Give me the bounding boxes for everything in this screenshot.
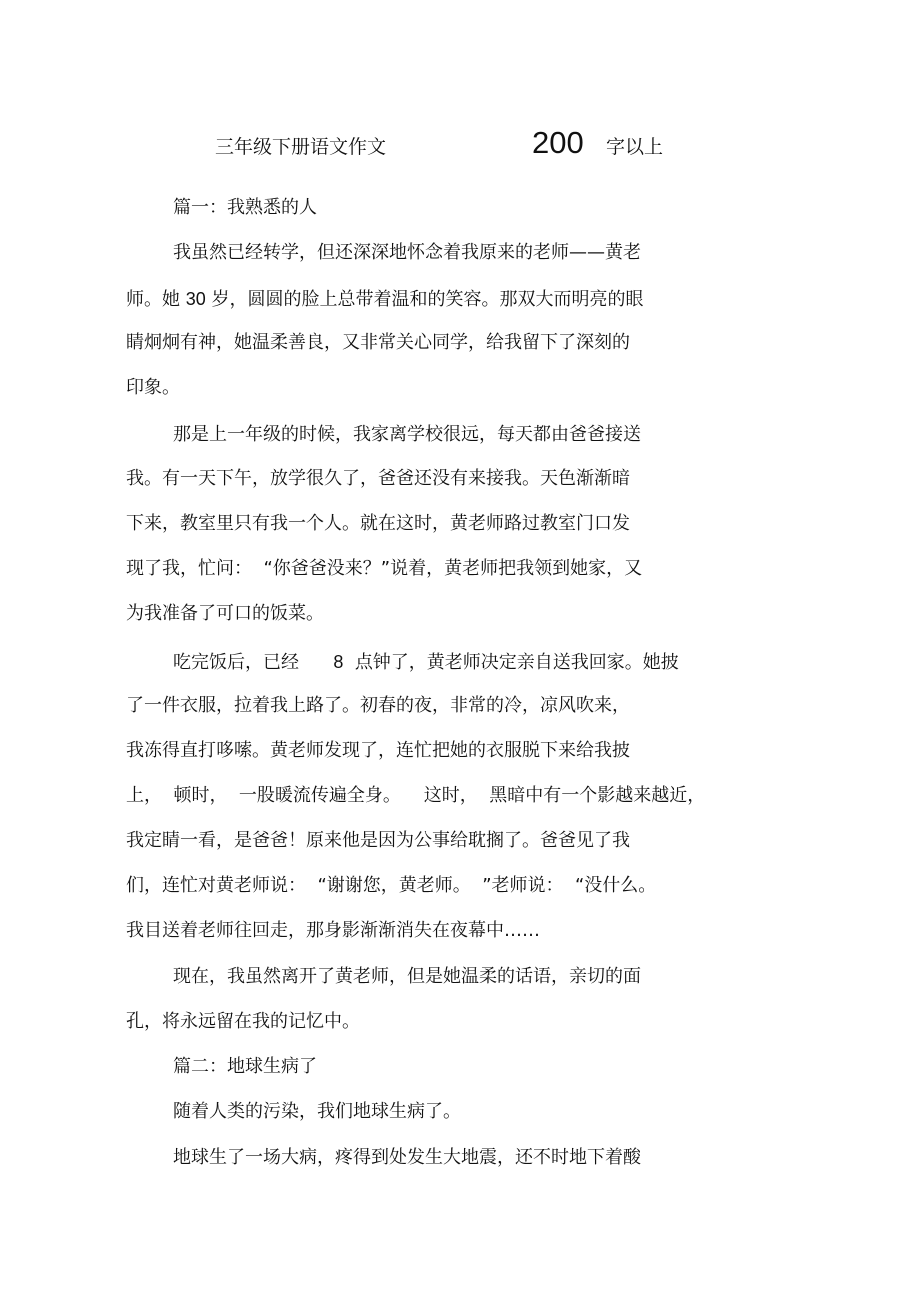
paragraph-line: 了一件衣服，拉着我上路了。初春的夜，非常的冷，凉风吹来， bbox=[126, 695, 630, 716]
paragraph-line: 们，连忙对黄老师说： “谢谢您，黄老师。 ”老师说： “没什么。 bbox=[126, 875, 657, 896]
paragraph-line: 为我准备了可口的饭菜。 bbox=[126, 603, 324, 624]
line-segment: 点钟了，黄老师决定亲自送我回家。她披 bbox=[354, 652, 679, 673]
title-suffix: 字以上 bbox=[606, 136, 664, 158]
paragraph-line: 上， 顿时， 一股暖流传遍全身。 这时， 黑暗中有一个影越来越近， bbox=[126, 785, 706, 806]
title-number: 200 bbox=[532, 125, 584, 160]
line-segment: 岁，圆圆的脸上总带着温和的笑容。那双大而明亮的眼 bbox=[211, 289, 644, 310]
paragraph-line: 随着人类的污染，我们地球生病了。 bbox=[173, 1101, 461, 1122]
line-number: 8 bbox=[333, 652, 344, 672]
paragraph-line: 我目送着老师往回走，那身影渐渐消失在夜幕中…… bbox=[126, 920, 540, 941]
paragraph-line bbox=[126, 290, 644, 309]
paragraph-line: 现在，我虽然离开了黄老师，但是她温柔的话语，亲切的面 bbox=[173, 966, 641, 987]
line-number: 30 bbox=[185, 289, 206, 309]
title-prefix: 三年级下册语文作文 bbox=[215, 136, 387, 158]
section-heading-1: 篇一：我熟悉的人 bbox=[173, 197, 317, 218]
paragraph-line: 我虽然已经转学，但还深深地怀念着我原来的老师——黄老 bbox=[173, 242, 641, 263]
paragraph-line bbox=[173, 653, 679, 672]
paragraph-line: 那是上一年级的时候，我家离学校很远，每天都由爸爸接送 bbox=[173, 424, 641, 445]
line-segment: 吃完饭后，已经 bbox=[173, 652, 299, 673]
paragraph-line: 下来，教室里只有我一个人。就在这时，黄老师路过教室门口发 bbox=[126, 513, 630, 534]
paragraph-line: 睛炯炯有神，她温柔善良，又非常关心同学，给我留下了深刻的 bbox=[126, 332, 630, 353]
paragraph-line: 印象。 bbox=[126, 377, 180, 398]
section-heading-2: 篇二：地球生病了 bbox=[173, 1056, 317, 1077]
paragraph-line: 我。有一天下午，放学很久了，爸爸还没有来接我。天色渐渐暗 bbox=[126, 468, 630, 489]
line-segment: 师。她 bbox=[126, 289, 180, 310]
paragraph-line: 孔，将永远留在我的记忆中。 bbox=[126, 1011, 360, 1032]
paragraph-line: 现了我，忙问： “你爸爸没来？”说着，黄老师把我领到她家，又 bbox=[126, 558, 643, 579]
paragraph-line: 我定睛一看，是爸爸！原来他是因为公事给耽搁了。爸爸见了我 bbox=[126, 830, 630, 851]
paragraph-line: 地球生了一场大病，疼得到处发生大地震，还不时地下着酸 bbox=[173, 1147, 641, 1168]
paragraph-line: 我冻得直打哆嗦。黄老师发现了，连忙把她的衣服脱下来给我披 bbox=[126, 740, 630, 761]
